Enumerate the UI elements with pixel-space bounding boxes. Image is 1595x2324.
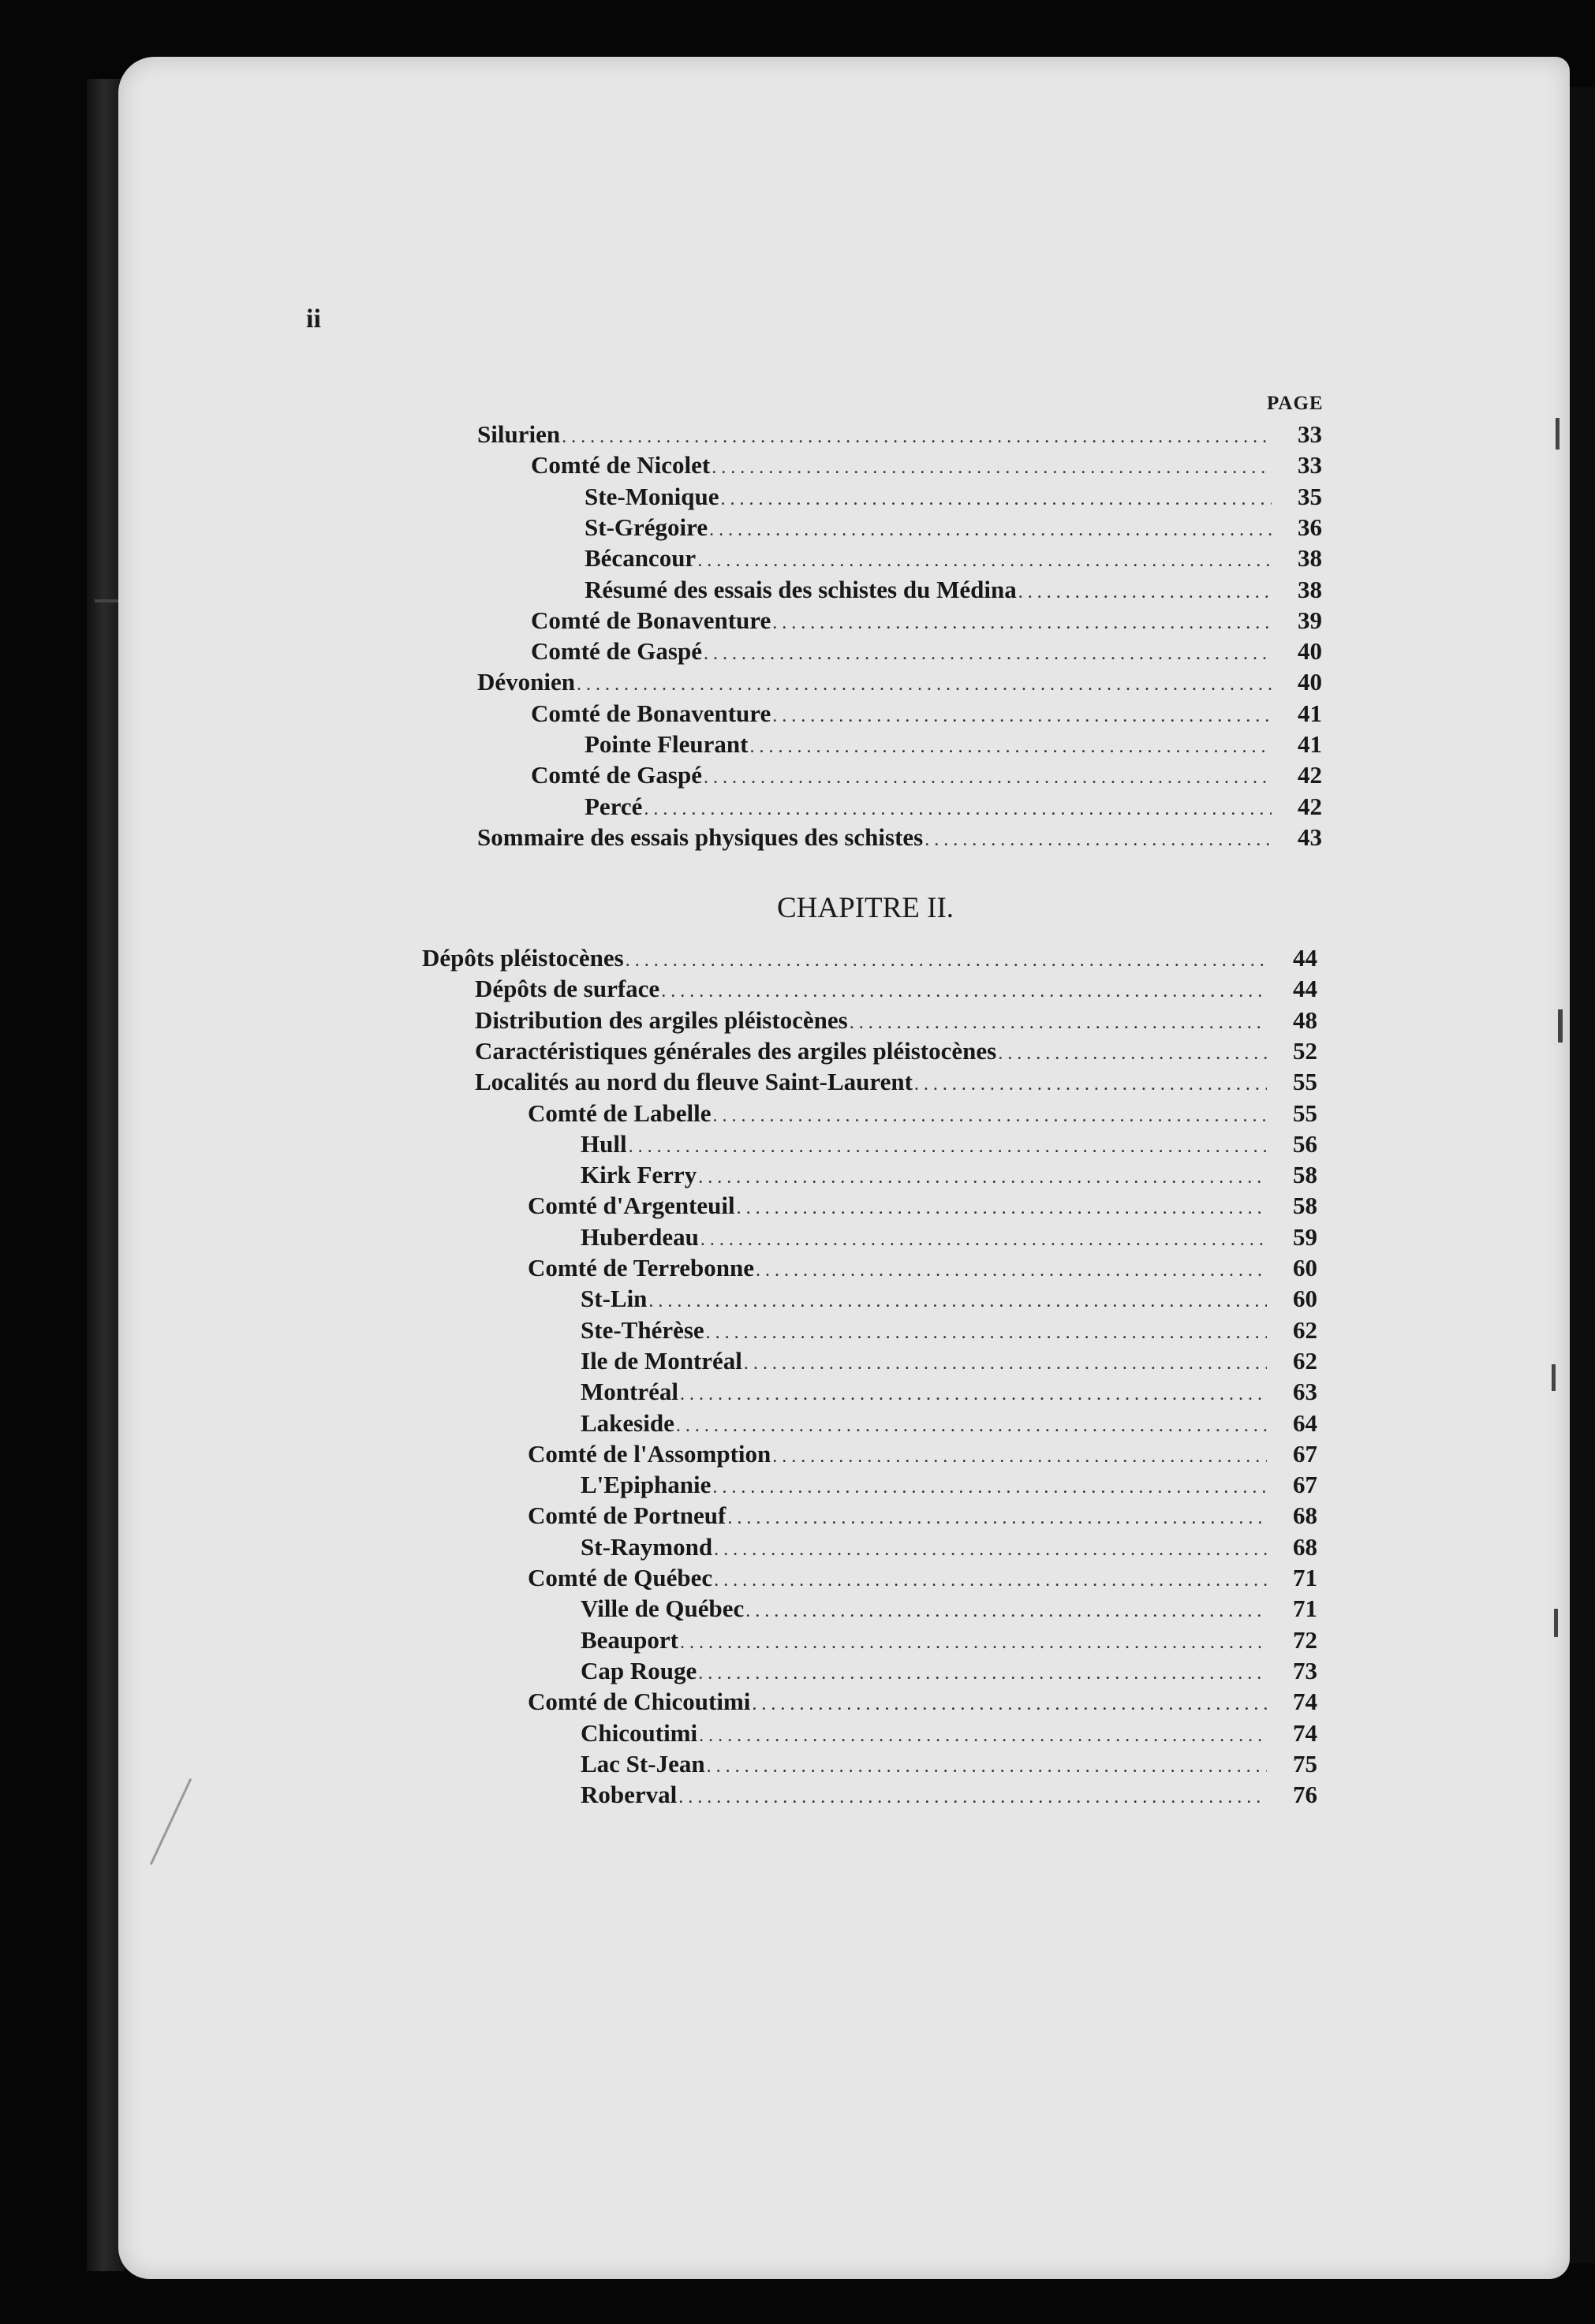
chapter-heading: CHAPITRE II. — [777, 892, 954, 924]
toc-entry-label: Distribution des argiles pléistocènes — [475, 1006, 848, 1034]
toc-entry — [528, 1192, 1317, 1222]
dot-leader — [562, 427, 1272, 448]
toc-entry — [581, 1781, 1317, 1811]
toc-entry-page: 75 — [1293, 1750, 1317, 1778]
toc-entry-page: 74 — [1293, 1688, 1317, 1715]
toc-entry-page: 58 — [1293, 1161, 1317, 1188]
dot-leader — [577, 674, 1272, 696]
dot-leader — [737, 1198, 1267, 1219]
page-column-header: PAGE — [1267, 393, 1324, 414]
toc-entry-page: 55 — [1293, 1068, 1317, 1095]
dot-leader — [721, 489, 1272, 510]
toc-entry — [422, 944, 1317, 975]
toc-entry-label: Ste-Monique — [585, 483, 719, 510]
toc-entry-page: 38 — [1298, 544, 1322, 572]
toc-entry-label: Huberdeau — [581, 1223, 699, 1251]
toc-entry-page: 67 — [1293, 1471, 1317, 1498]
toc-entry — [581, 1316, 1317, 1347]
toc-entry-page: 72 — [1293, 1626, 1317, 1654]
toc-entry-label: Silurien — [477, 420, 561, 448]
toc-entry-page: 56 — [1293, 1130, 1317, 1158]
toc-entry-page: 44 — [1293, 975, 1317, 1002]
toc-entry-page: 68 — [1293, 1501, 1317, 1529]
toc-entry-page: 36 — [1298, 513, 1322, 541]
toc-entry-page: 59 — [1293, 1223, 1317, 1251]
toc-entry-page: 62 — [1293, 1316, 1317, 1344]
toc-entry — [531, 699, 1322, 730]
toc-entry-page: 55 — [1293, 1099, 1317, 1127]
toc-entry-page: 33 — [1298, 420, 1322, 448]
toc-entry — [581, 1347, 1317, 1378]
toc-entry — [585, 576, 1322, 606]
toc-entry-page: 41 — [1298, 699, 1322, 727]
toc-entry — [528, 1099, 1317, 1130]
toc-entry-label: Comté de Bonaventure — [531, 699, 771, 727]
toc-entry-page: 64 — [1293, 1409, 1317, 1437]
toc-entry-label: Chicoutimi — [581, 1719, 698, 1747]
dot-leader — [680, 1632, 1267, 1654]
scan-artifact — [1552, 1364, 1556, 1391]
dot-leader — [706, 1322, 1267, 1344]
toc-entry — [581, 1657, 1317, 1688]
toc-entry-label: St-Raymond — [581, 1533, 713, 1561]
dot-leader — [700, 1229, 1267, 1251]
toc-entry-page: 67 — [1293, 1440, 1317, 1468]
toc-entry-label: Comté de Bonaventure — [531, 606, 771, 634]
dot-leader — [698, 1167, 1267, 1188]
toc-entry-label: Kirk Ferry — [581, 1161, 697, 1188]
toc-entry-label: Lac St-Jean — [581, 1750, 705, 1778]
toc-entry-label: Localités au nord du fleuve Saint-Laurent — [475, 1068, 913, 1095]
dot-leader — [709, 520, 1272, 541]
toc-entry-page: 60 — [1293, 1254, 1317, 1281]
toc-entry-label: Comté de Gaspé — [531, 637, 702, 665]
toc-entry — [528, 1440, 1317, 1471]
dot-leader — [648, 1291, 1267, 1312]
toc-entry-page: 74 — [1293, 1719, 1317, 1747]
toc-entry-label: Caractéristiques générales des argiles pléistocènes — [475, 1037, 997, 1065]
toc-entry-page: 58 — [1293, 1192, 1317, 1219]
dot-leader — [714, 1570, 1267, 1591]
dot-leader — [629, 1136, 1267, 1158]
toc-entry-label: Sommaire des essais physiques des schistes — [477, 823, 924, 851]
toc-entry-page: 33 — [1298, 451, 1322, 479]
toc-entry-label: Comté de Terrebonne — [528, 1254, 755, 1281]
toc-entry-label: Résumé des essais des schistes du Médina — [585, 576, 1017, 603]
toc-entry — [475, 975, 1317, 1005]
toc-entry-label: Comté de Gaspé — [531, 761, 702, 789]
dot-leader — [698, 1663, 1267, 1684]
toc-entry — [585, 483, 1322, 513]
dot-leader — [661, 981, 1267, 1002]
toc-entry — [475, 1068, 1317, 1099]
toc-entry-page: 71 — [1293, 1564, 1317, 1591]
dot-leader — [850, 1013, 1267, 1034]
dot-leader — [756, 1260, 1267, 1281]
toc-entry-label: Ville de Québec — [581, 1595, 745, 1622]
toc-entry-label: Dévonien — [477, 668, 575, 696]
toc-entry-page: 38 — [1298, 576, 1322, 603]
toc-entry — [581, 1285, 1317, 1315]
toc-entry — [585, 793, 1322, 823]
dot-leader — [676, 1416, 1267, 1437]
dot-leader — [644, 799, 1272, 820]
toc-entry-page: 63 — [1293, 1378, 1317, 1405]
scan-artifact — [1558, 1009, 1563, 1043]
toc-entry — [475, 1006, 1317, 1037]
toc-entry-label: Lakeside — [581, 1409, 674, 1437]
toc-entry-page: 71 — [1293, 1595, 1317, 1622]
toc-entry-page: 42 — [1298, 793, 1322, 820]
dot-leader — [697, 550, 1272, 572]
toc-entry-page: 39 — [1298, 606, 1322, 634]
toc-entry — [581, 1409, 1317, 1440]
toc-entry — [531, 637, 1322, 668]
dot-leader — [704, 643, 1272, 665]
toc-entry-label: Montréal — [581, 1378, 678, 1405]
dot-leader — [712, 1477, 1267, 1498]
dot-leader — [680, 1384, 1267, 1405]
toc-entry — [531, 761, 1322, 792]
toc-entry-page: 68 — [1293, 1533, 1317, 1561]
toc-entry-page: 48 — [1293, 1006, 1317, 1034]
scan-edge — [1570, 87, 1595, 2263]
toc-entry — [581, 1161, 1317, 1192]
toc-entry-label: Pointe Fleurant — [585, 730, 749, 758]
toc-entry — [581, 1378, 1317, 1408]
scan-artifact — [95, 599, 118, 602]
toc-entry-label: Ste-Thérèse — [581, 1316, 704, 1344]
dot-leader — [772, 706, 1272, 727]
toc-entry-label: Cap Rouge — [581, 1657, 697, 1684]
toc-entry — [477, 420, 1322, 451]
toc-entry-page: 44 — [1293, 944, 1317, 972]
toc-entry — [477, 823, 1322, 854]
dot-leader — [772, 1446, 1267, 1468]
toc-entry-label: Comté de Labelle — [528, 1099, 712, 1127]
toc-entry-label: L'Epiphanie — [581, 1471, 712, 1498]
page-number: ii — [306, 304, 321, 334]
dot-leader — [712, 1106, 1267, 1127]
toc-entry — [581, 1223, 1317, 1254]
toc-entry-page: 62 — [1293, 1347, 1317, 1375]
dot-leader — [727, 1508, 1267, 1529]
toc-entry — [585, 544, 1322, 575]
scan-artifact — [1556, 418, 1560, 450]
toc-entry-page: 40 — [1298, 668, 1322, 696]
dot-leader — [707, 1756, 1267, 1778]
dot-leader — [1018, 582, 1272, 603]
toc-entry-label: Bécancour — [585, 544, 697, 572]
dot-leader — [925, 830, 1272, 851]
dot-leader — [750, 737, 1272, 758]
toc-entry-label: Ile de Montréal — [581, 1347, 742, 1375]
toc-entry — [528, 1564, 1317, 1595]
dot-leader — [745, 1601, 1267, 1622]
toc-entry-label: Comté de Chicoutimi — [528, 1688, 751, 1715]
toc-entry — [585, 730, 1322, 761]
dot-leader — [704, 767, 1272, 789]
toc-entry — [581, 1533, 1317, 1564]
toc-entry-label: Dépôts de surface — [475, 975, 660, 1002]
toc-entry-label: Comté de Nicolet — [531, 451, 711, 479]
toc-entry-label: Hull — [581, 1130, 627, 1158]
toc-entry-label: Roberval — [581, 1781, 678, 1808]
toc-entry-label: Dépôts pléistocènes — [422, 944, 624, 972]
toc-entry-label: Percé — [585, 793, 643, 820]
toc-entry — [585, 513, 1322, 544]
toc-entry-label: Comté d'Argenteuil — [528, 1192, 735, 1219]
toc-entry — [581, 1626, 1317, 1657]
toc-entry-label: St-Lin — [581, 1285, 648, 1312]
toc-entry-page: 43 — [1298, 823, 1322, 851]
toc-entry — [581, 1750, 1317, 1781]
toc-entry-page: 40 — [1298, 637, 1322, 665]
toc-entry — [528, 1254, 1317, 1285]
toc-entry — [581, 1471, 1317, 1501]
toc-entry-label: St-Grégoire — [585, 513, 708, 541]
toc-entry-label: Beauport — [581, 1626, 678, 1654]
toc-entry-label: Comté de Québec — [528, 1564, 713, 1591]
toc-entry-page: 73 — [1293, 1657, 1317, 1684]
dot-leader — [744, 1353, 1267, 1375]
toc-entry-page: 35 — [1298, 483, 1322, 510]
dot-leader — [712, 457, 1272, 479]
dot-leader — [714, 1539, 1267, 1561]
toc-entry — [531, 451, 1322, 482]
toc-entry-page: 41 — [1298, 730, 1322, 758]
toc-entry — [528, 1501, 1317, 1532]
toc-entry-label: Comté de Portneuf — [528, 1501, 727, 1529]
dot-leader — [699, 1725, 1267, 1747]
toc-entry — [531, 606, 1322, 637]
dot-leader — [752, 1694, 1267, 1715]
toc-entry-page: 60 — [1293, 1285, 1317, 1312]
toc-entry-page: 76 — [1293, 1781, 1317, 1808]
toc-entry — [477, 668, 1322, 699]
dot-leader — [914, 1074, 1267, 1095]
toc-entry-page: 42 — [1298, 761, 1322, 789]
dot-leader — [772, 613, 1272, 634]
toc-entry-page: 52 — [1293, 1037, 1317, 1065]
toc-entry — [528, 1688, 1317, 1718]
toc-entry — [581, 1595, 1317, 1625]
toc-entry — [581, 1130, 1317, 1161]
dot-leader — [626, 950, 1267, 972]
toc-entry-label: Comté de l'Assomption — [528, 1440, 771, 1468]
toc-entry — [581, 1719, 1317, 1750]
toc-entry — [475, 1037, 1317, 1068]
dot-leader — [678, 1787, 1267, 1808]
scan-artifact — [1554, 1609, 1558, 1637]
dot-leader — [998, 1043, 1267, 1065]
